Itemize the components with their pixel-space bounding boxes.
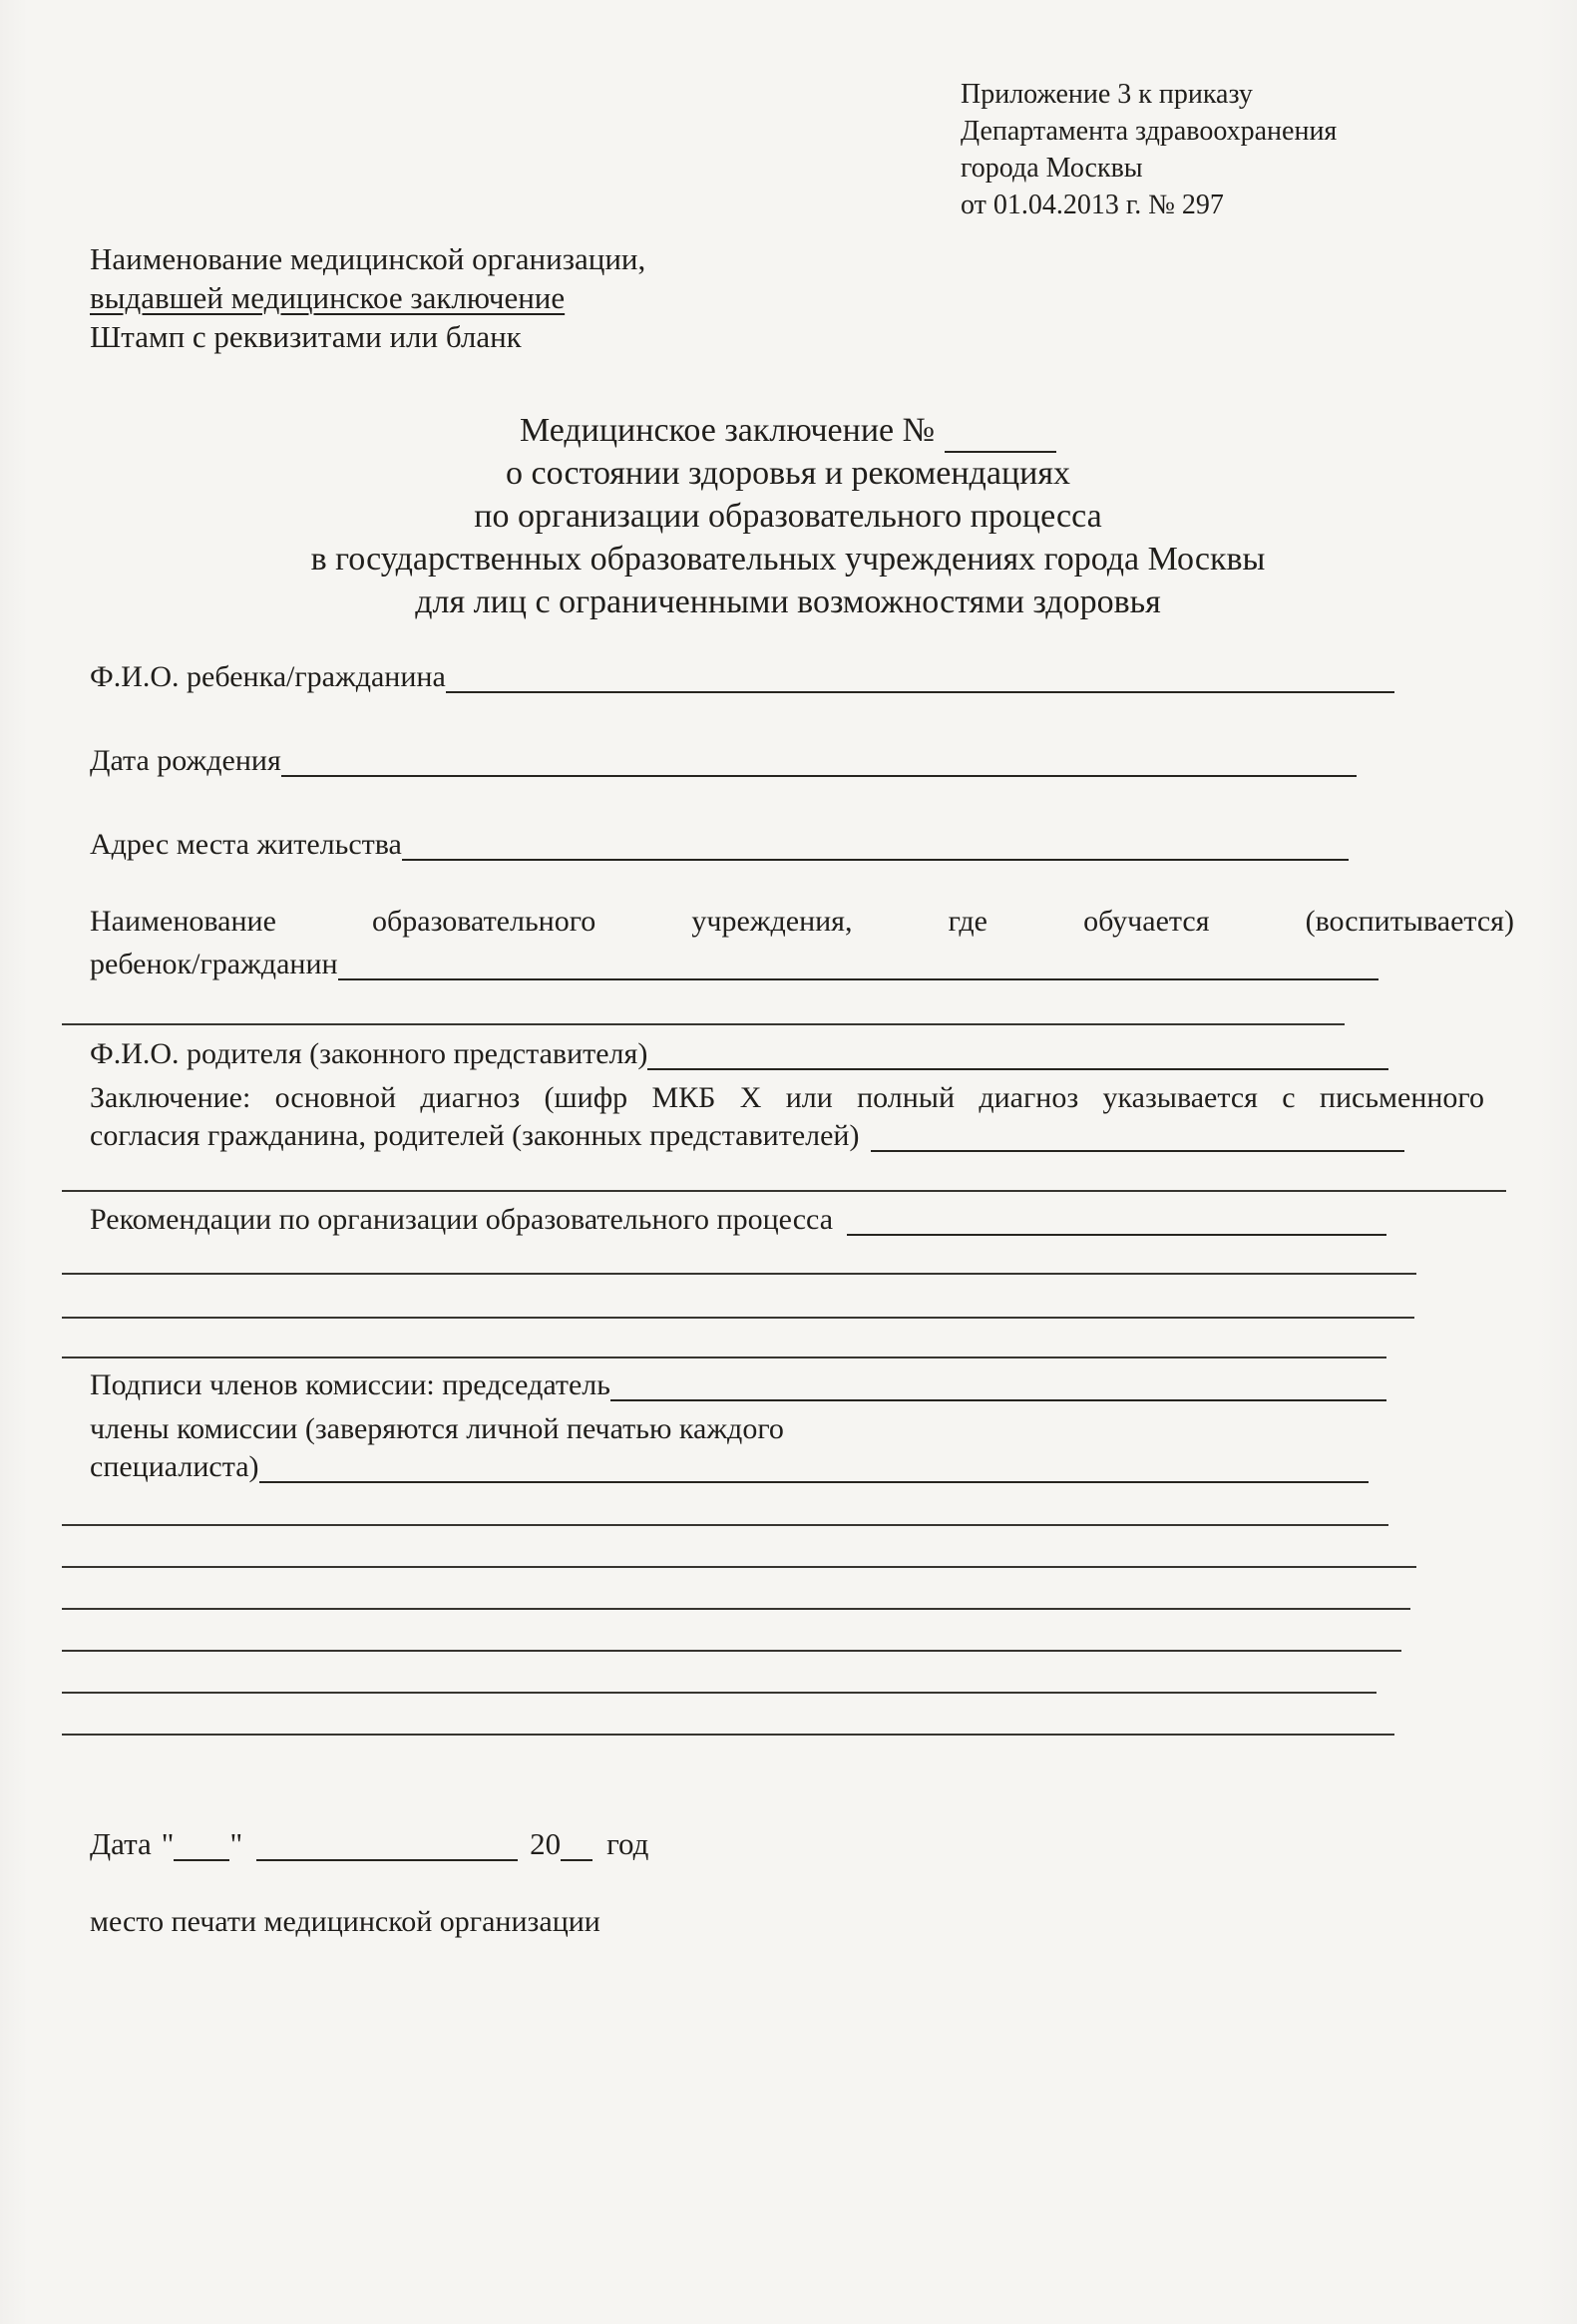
conclusion-blank — [871, 1150, 1404, 1152]
conclusion-line-2-label: согласия гражданина, родителей (законных представителей) — [90, 1119, 860, 1152]
title-number-blank — [945, 451, 1056, 453]
date-month-blank — [256, 1859, 518, 1861]
conclusion-line-2 — [90, 1115, 1404, 1157]
field-signatures — [90, 1364, 1386, 1406]
blank-line-signatures-4 — [62, 1650, 1401, 1652]
org-line-3: Штамп с реквизитами или бланк — [90, 319, 522, 354]
blank-line-recommendations-3 — [62, 1356, 1386, 1358]
corner-note-line-2: Департамента здравоохранения — [961, 116, 1338, 147]
edu-word-6: (воспитывается) — [1305, 905, 1514, 938]
date-century: 20 — [530, 1826, 562, 1861]
form-title — [90, 409, 1486, 623]
field-birth-date-label: Дата рождения — [90, 744, 281, 777]
org-line-2-underlined: выдавшей медицинское заключение — [90, 280, 566, 315]
field-signatures-blank — [610, 1399, 1386, 1401]
blank-line-signatures-5 — [62, 1692, 1377, 1694]
conclusion-line-1: Заключение: основной диагноз (шифр МКБ Х или полный диагноз указывается с письменного — [90, 1081, 1484, 1114]
date-quote-open: " — [161, 1826, 175, 1861]
blank-line-signatures-3 — [62, 1608, 1410, 1610]
org-line-1: Наименование медицинской организации, — [90, 241, 646, 276]
field-date — [90, 1821, 648, 1867]
blank-line-signatures-6 — [62, 1734, 1394, 1736]
field-edu-institution-line — [90, 902, 1514, 942]
field-recommendations-label: Рекомендации по организации образовательного процесса — [90, 1203, 834, 1236]
corner-note-line-4: от 01.04.2013 г. № 297 — [961, 190, 1224, 220]
field-recommendations — [90, 1199, 1386, 1241]
field-recommendations-blank — [847, 1234, 1386, 1236]
date-quote-close: " — [229, 1826, 243, 1861]
field-child-name-label: Ф.И.О. ребенка/гражданина — [90, 660, 446, 693]
date-label: Дата — [90, 1826, 152, 1861]
date-year-word: год — [606, 1826, 649, 1861]
title-number-label: Медицинское заключение № — [519, 412, 936, 449]
members-line-2-label: специалиста) — [90, 1450, 259, 1483]
members-line-2 — [90, 1446, 1369, 1488]
field-parent-name-label: Ф.И.О. родителя (законного представителя) — [90, 1037, 648, 1070]
title-line-1 — [90, 409, 1486, 452]
members-blank — [259, 1481, 1370, 1483]
blank-line-conclusion-continuation — [62, 1190, 1506, 1192]
field-signatures-label: Подписи членов комиссии: председатель — [90, 1368, 610, 1401]
field-edu-child-blank — [338, 978, 1379, 980]
field-edu-child — [90, 944, 1379, 985]
blank-line-signatures-1 — [62, 1524, 1388, 1526]
field-address-blank — [402, 859, 1349, 861]
edu-word-4: где — [948, 905, 987, 938]
edu-word-3: учреждения, — [691, 905, 853, 938]
field-address-label: Адрес места жительства — [90, 828, 402, 861]
field-address — [90, 824, 1349, 866]
issuing-org-block — [90, 239, 645, 356]
corner-note-line-3: города Москвы — [961, 153, 1143, 184]
date-year-blank — [561, 1859, 592, 1861]
title-line-5: для лиц с ограниченными возможностями здоровья — [415, 583, 1161, 620]
blank-line-edu-continuation — [62, 1023, 1345, 1025]
field-edu-child-label: ребенок/гражданин — [90, 948, 338, 980]
title-line-3: по организации образовательного процесса — [474, 498, 1102, 535]
members-line-1: члены комиссии (заверяются личной печатью каждого — [90, 1412, 784, 1445]
field-parent-name — [90, 1033, 1388, 1075]
field-child-name-blank — [446, 691, 1394, 693]
edu-word-2: образовательного — [372, 905, 596, 938]
title-line-2: о состоянии здоровья и рекомендациях — [506, 455, 1070, 492]
title-line-4: в государственных образовательных учреждениях города Москвы — [310, 541, 1266, 578]
edu-word-1: Наименование — [90, 905, 276, 938]
field-birth-date-blank — [281, 775, 1357, 777]
corner-note-line-1: Приложение 3 к приказу — [961, 79, 1253, 110]
stamp-note: место печати медицинской организации — [90, 1905, 600, 1938]
blank-line-recommendations-1 — [62, 1273, 1416, 1275]
corner-note — [961, 76, 1337, 223]
field-parent-name-blank — [647, 1068, 1388, 1070]
date-day-blank — [174, 1859, 229, 1861]
edu-word-5: обучается — [1083, 905, 1210, 938]
field-child-name — [90, 656, 1394, 698]
field-birth-date — [90, 740, 1357, 782]
blank-line-recommendations-2 — [62, 1317, 1414, 1319]
blank-line-signatures-2 — [62, 1566, 1416, 1568]
